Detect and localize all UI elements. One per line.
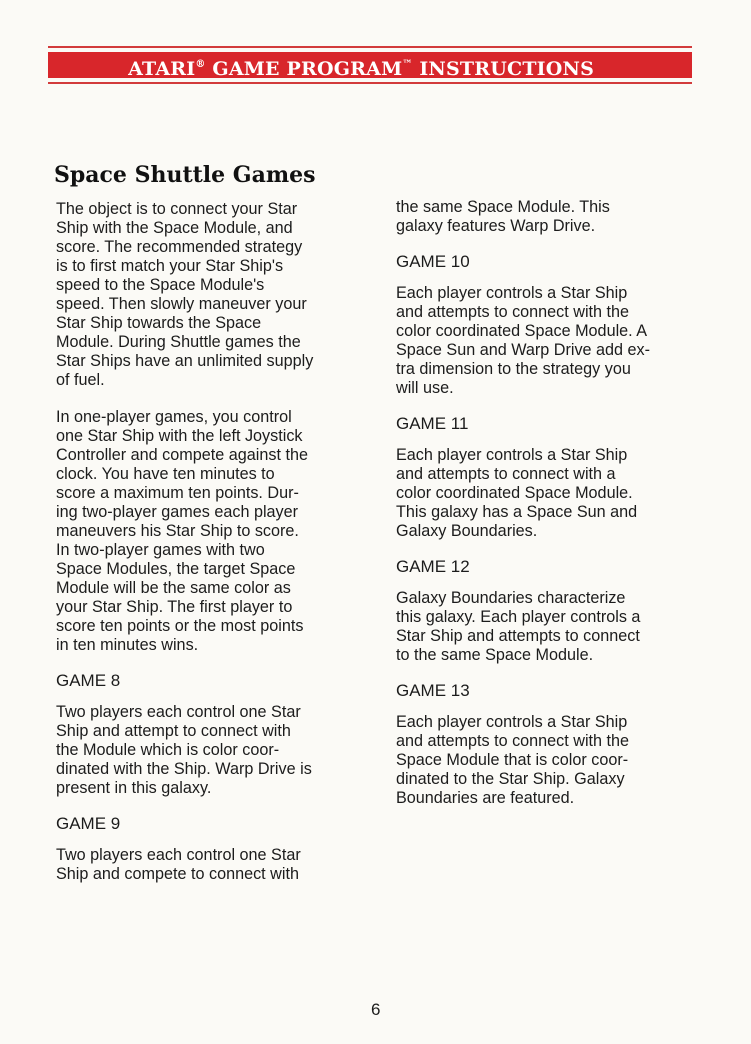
game-8-heading: GAME 8 [56, 671, 121, 690]
game-9-description: Two players each control one Star Ship and compete to connect with [56, 846, 301, 883]
game-9-continued: the same Space Module. This galaxy features Warp Drive. [396, 198, 610, 235]
header-rule-bottom [48, 82, 692, 84]
game-12-heading: GAME 12 [396, 557, 470, 576]
game-12-description: Galaxy Boundaries characterize this galaxy. Each player controls a Star Ship and attempts to connect to the same Space Module. [396, 589, 641, 664]
header-rule-top [48, 46, 692, 48]
trademark-mark: ™ [402, 59, 413, 70]
players-paragraph: In one-player games, you control one Star Ship with the left Joystick Controller and compete against the clock. You have ten minutes to score a maximum ten points. Dur- ing two-player games each player maneuvers his Star Ship to score. In two-player games with two Space Modules, the target Space Module will be the same color as your Star Ship. The first player to score ten points or the most points in ten minutes wins. [56, 408, 308, 654]
game-9-heading: GAME 9 [56, 814, 121, 833]
game-8-description: Two players each control one Star Ship and attempt to connect with the Module which is color coor- dinated with the Ship. Warp Drive is present in this galaxy. [56, 703, 312, 797]
left-column [56, 200, 366, 884]
banner-prefix: ATARI [128, 58, 196, 80]
header-banner [48, 52, 692, 78]
game-13-heading: GAME 13 [396, 681, 470, 700]
banner-suffix: INSTRUCTIONS [412, 58, 594, 80]
game-10-description: Each player controls a Star Ship and attempts to connect with the color coordinated Space Module. A Space Sun and Warp Drive add ex- tra dimension to the strategy you will use. [396, 284, 651, 397]
banner-middle: GAME PROGRAM [205, 58, 403, 80]
registered-mark: ® [195, 59, 206, 70]
section-title: Space Shuttle Games [54, 162, 316, 188]
game-10-heading: GAME 10 [396, 252, 470, 271]
game-11-heading: GAME 11 [396, 414, 469, 433]
page-number: 6 [371, 1000, 381, 1019]
game-13-description: Each player controls a Star Ship and attempts to connect with the Space Module that is color coor- dinated to the Star Ship. Galaxy Boundaries are featured. [396, 713, 630, 807]
game-11-description: Each player controls a Star Ship and attempts to connect with a color coordinated Space Module. This galaxy has a Space Sun and Galaxy Boundaries. [396, 446, 638, 540]
intro-paragraph: The object is to connect your Star Ship with the Space Module, and score. The recommended strategy is to first match your Star Ship's speed to the Space Module's speed. Then slowly maneuver your Star Ship towards the Space Module. During Shuttle games the Star Ships have an unlimited supply of fuel. [56, 200, 314, 389]
right-column [396, 198, 706, 808]
